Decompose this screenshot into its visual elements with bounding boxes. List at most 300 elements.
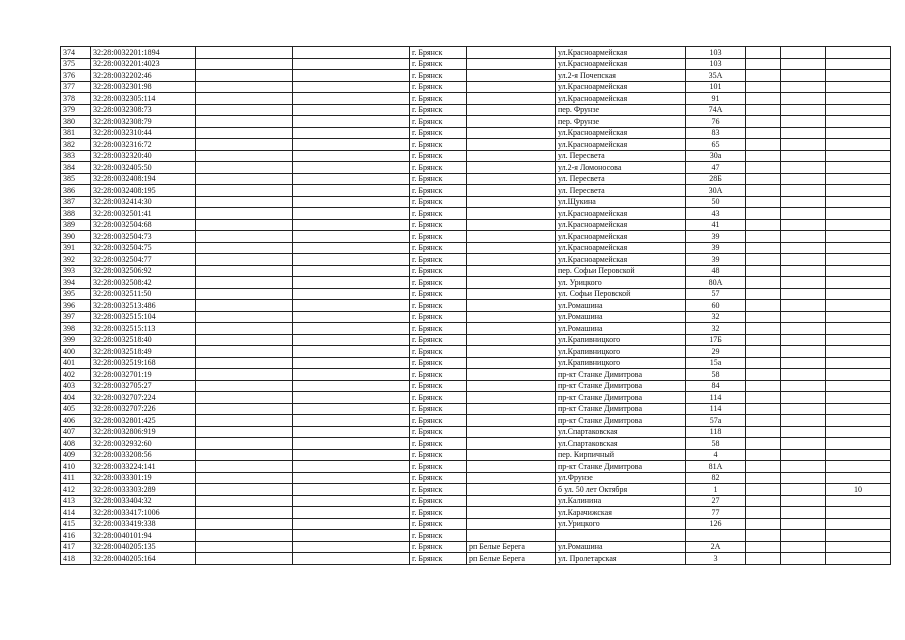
house-number-cell: 77: [686, 507, 746, 519]
row-number-cell: 378: [61, 93, 91, 105]
extra-value-cell: [826, 93, 891, 105]
empty-cell: [781, 472, 826, 484]
table-row: [61, 507, 891, 519]
empty-cell: [781, 219, 826, 231]
table-row: [61, 311, 891, 323]
row-number-cell: 402: [61, 369, 91, 381]
extra-value-cell: [826, 196, 891, 208]
empty-cell: [746, 403, 781, 415]
empty-cell: [746, 553, 781, 565]
extra-value-cell: [826, 58, 891, 70]
table-row: [61, 530, 891, 542]
empty-cell: [781, 47, 826, 59]
cadastral-number-cell: 32:28:0032310:44: [91, 127, 196, 139]
cadastral-number-cell: 32:28:0032508:42: [91, 277, 196, 289]
city-cell: г. Брянск: [410, 495, 467, 507]
empty-cell: [746, 426, 781, 438]
empty-cell: [196, 311, 293, 323]
empty-cell: [293, 541, 410, 553]
empty-cell: [196, 265, 293, 277]
house-number-cell: 48: [686, 265, 746, 277]
street-cell: ул.Красноармейская: [556, 219, 686, 231]
table-row: [61, 81, 891, 93]
locality-cell: [467, 507, 556, 519]
empty-cell: [746, 254, 781, 266]
empty-cell: [781, 541, 826, 553]
empty-cell: [781, 58, 826, 70]
row-number-cell: 406: [61, 415, 91, 427]
row-number-cell: 384: [61, 162, 91, 174]
city-cell: г. Брянск: [410, 530, 467, 542]
empty-cell: [781, 242, 826, 254]
empty-cell: [196, 472, 293, 484]
city-cell: г. Брянск: [410, 346, 467, 358]
street-cell: пр-кт Станке Димитрова: [556, 415, 686, 427]
extra-value-cell: [826, 139, 891, 151]
empty-cell: [781, 300, 826, 312]
row-number-cell: 409: [61, 449, 91, 461]
house-number-cell: 65: [686, 139, 746, 151]
city-cell: г. Брянск: [410, 403, 467, 415]
house-number-cell: 103: [686, 58, 746, 70]
table-row: [61, 265, 891, 277]
locality-cell: [467, 449, 556, 461]
row-number-cell: 375: [61, 58, 91, 70]
table-row: [61, 127, 891, 139]
empty-cell: [293, 265, 410, 277]
street-cell: ул. Пролетарская: [556, 553, 686, 565]
empty-cell: [293, 334, 410, 346]
extra-value-cell: [826, 438, 891, 450]
cadastral-number-cell: 32:28:0032701:19: [91, 369, 196, 381]
table-row: [61, 415, 891, 427]
city-cell: г. Брянск: [410, 93, 467, 105]
extra-value-cell: [826, 81, 891, 93]
city-cell: г. Брянск: [410, 231, 467, 243]
empty-cell: [746, 357, 781, 369]
house-number-cell: 58: [686, 369, 746, 381]
empty-cell: [196, 173, 293, 185]
city-cell: г. Брянск: [410, 380, 467, 392]
table-row: [61, 541, 891, 553]
empty-cell: [293, 162, 410, 174]
cadastral-number-cell: 32:28:0032202:46: [91, 70, 196, 82]
house-number-cell: 28Б: [686, 173, 746, 185]
empty-cell: [781, 484, 826, 496]
empty-cell: [781, 449, 826, 461]
empty-cell: [196, 438, 293, 450]
extra-value-cell: [826, 47, 891, 59]
row-number-cell: 388: [61, 208, 91, 220]
cadastral-number-cell: 32:28:0032501:41: [91, 208, 196, 220]
empty-cell: [293, 553, 410, 565]
locality-cell: [467, 81, 556, 93]
row-number-cell: 397: [61, 311, 91, 323]
locality-cell: [467, 58, 556, 70]
cadastral-number-cell: 32:28:0032515:113: [91, 323, 196, 335]
cadastral-number-cell: 32:28:0032513:486: [91, 300, 196, 312]
empty-cell: [196, 162, 293, 174]
extra-value-cell: [826, 311, 891, 323]
table-body: [61, 47, 891, 565]
empty-cell: [293, 254, 410, 266]
street-cell: ул. Урицкого: [556, 277, 686, 289]
empty-cell: [781, 380, 826, 392]
cadastral-number-cell: 32:28:0032408:194: [91, 173, 196, 185]
locality-cell: [467, 357, 556, 369]
empty-cell: [746, 127, 781, 139]
empty-cell: [293, 242, 410, 254]
cadastral-number-cell: 32:28:0033208:56: [91, 449, 196, 461]
empty-cell: [293, 530, 410, 542]
row-number-cell: 398: [61, 323, 91, 335]
empty-cell: [196, 507, 293, 519]
empty-cell: [781, 346, 826, 358]
empty-cell: [746, 70, 781, 82]
empty-cell: [746, 380, 781, 392]
street-cell: пр-кт Станке Димитрова: [556, 461, 686, 473]
extra-value-cell: [826, 472, 891, 484]
locality-cell: рп Белые Берега: [467, 541, 556, 553]
table-row: [61, 357, 891, 369]
house-number-cell: 84: [686, 380, 746, 392]
locality-cell: [467, 300, 556, 312]
city-cell: г. Брянск: [410, 323, 467, 335]
city-cell: г. Брянск: [410, 300, 467, 312]
table-row: [61, 116, 891, 128]
city-cell: г. Брянск: [410, 208, 467, 220]
city-cell: г. Брянск: [410, 81, 467, 93]
empty-cell: [293, 185, 410, 197]
locality-cell: [467, 150, 556, 162]
locality-cell: [467, 242, 556, 254]
cadastral-number-cell: 32:28:0032316:72: [91, 139, 196, 151]
cadastral-number-cell: 32:28:0032504:73: [91, 231, 196, 243]
table-row: [61, 70, 891, 82]
city-cell: г. Брянск: [410, 438, 467, 450]
row-number-cell: 390: [61, 231, 91, 243]
locality-cell: [467, 185, 556, 197]
house-number-cell: 27: [686, 495, 746, 507]
house-number-cell: 118: [686, 426, 746, 438]
empty-cell: [746, 334, 781, 346]
house-number-cell: 2А: [686, 541, 746, 553]
house-number-cell: 47: [686, 162, 746, 174]
empty-cell: [293, 507, 410, 519]
extra-value-cell: [826, 346, 891, 358]
empty-cell: [293, 104, 410, 116]
empty-cell: [746, 231, 781, 243]
extra-value-cell: [826, 254, 891, 266]
cadastral-number-cell: 32:28:0032201:4023: [91, 58, 196, 70]
extra-value-cell: [826, 461, 891, 473]
row-number-cell: 381: [61, 127, 91, 139]
empty-cell: [293, 311, 410, 323]
house-number-cell: 43: [686, 208, 746, 220]
empty-cell: [293, 392, 410, 404]
street-cell: ул.Красноармейская: [556, 254, 686, 266]
house-number-cell: 114: [686, 392, 746, 404]
city-cell: г. Брянск: [410, 415, 467, 427]
street-cell: ул.Спартаковская: [556, 426, 686, 438]
empty-cell: [746, 219, 781, 231]
locality-cell: [467, 288, 556, 300]
locality-cell: [467, 47, 556, 59]
empty-cell: [781, 81, 826, 93]
city-cell: г. Брянск: [410, 47, 467, 59]
extra-value-cell: [826, 507, 891, 519]
empty-cell: [781, 196, 826, 208]
city-cell: г. Брянск: [410, 426, 467, 438]
locality-cell: [467, 277, 556, 289]
row-number-cell: 394: [61, 277, 91, 289]
empty-cell: [293, 300, 410, 312]
table-row: [61, 47, 891, 59]
table-row: [61, 495, 891, 507]
extra-value-cell: [826, 300, 891, 312]
street-cell: ул.Красноармейская: [556, 242, 686, 254]
row-number-cell: 413: [61, 495, 91, 507]
street-cell: ул.Карачижская: [556, 507, 686, 519]
extra-value-cell: [826, 185, 891, 197]
cadastral-number-cell: 32:28:0032504:75: [91, 242, 196, 254]
row-number-cell: 380: [61, 116, 91, 128]
empty-cell: [196, 518, 293, 530]
table-row: [61, 139, 891, 151]
empty-cell: [196, 242, 293, 254]
empty-cell: [196, 426, 293, 438]
empty-cell: [196, 323, 293, 335]
empty-cell: [746, 47, 781, 59]
cadastral-number-cell: 32:28:0032320:40: [91, 150, 196, 162]
row-number-cell: 416: [61, 530, 91, 542]
street-cell: ул.Фрунзе: [556, 472, 686, 484]
locality-cell: [467, 334, 556, 346]
house-number-cell: 80А: [686, 277, 746, 289]
empty-cell: [746, 288, 781, 300]
house-number-cell: 17Б: [686, 334, 746, 346]
city-cell: г. Брянск: [410, 369, 467, 381]
extra-value-cell: [826, 403, 891, 415]
row-number-cell: 386: [61, 185, 91, 197]
empty-cell: [746, 173, 781, 185]
cadastral-number-cell: 32:28:0032301:98: [91, 81, 196, 93]
street-cell: ул.Ромашина: [556, 323, 686, 335]
empty-cell: [293, 47, 410, 59]
empty-cell: [746, 518, 781, 530]
locality-cell: [467, 484, 556, 496]
empty-cell: [196, 484, 293, 496]
cadastral-number-cell: 32:28:0033224:141: [91, 461, 196, 473]
table-row: [61, 380, 891, 392]
city-cell: г. Брянск: [410, 392, 467, 404]
empty-cell: [293, 323, 410, 335]
empty-cell: [746, 300, 781, 312]
empty-cell: [746, 484, 781, 496]
cadastral-number-cell: 32:28:0032707:226: [91, 403, 196, 415]
street-cell: ул.Красноармейская: [556, 139, 686, 151]
cadastral-number-cell: 32:28:0032515:104: [91, 311, 196, 323]
locality-cell: [467, 380, 556, 392]
extra-value-cell: [826, 357, 891, 369]
street-cell: ул. Пересвета: [556, 150, 686, 162]
table-row: [61, 346, 891, 358]
empty-cell: [196, 300, 293, 312]
table-row: [61, 518, 891, 530]
city-cell: г. Брянск: [410, 139, 467, 151]
table-row: [61, 173, 891, 185]
house-number-cell: 29: [686, 346, 746, 358]
table-row: [61, 461, 891, 473]
table-row: [61, 242, 891, 254]
city-cell: г. Брянск: [410, 196, 467, 208]
table-row: [61, 254, 891, 266]
extra-value-cell: [826, 219, 891, 231]
table-row: [61, 426, 891, 438]
empty-cell: [293, 127, 410, 139]
empty-cell: [746, 185, 781, 197]
city-cell: г. Брянск: [410, 334, 467, 346]
empty-cell: [196, 231, 293, 243]
row-number-cell: 410: [61, 461, 91, 473]
cadastral-number-cell: 32:28:0032308:73: [91, 104, 196, 116]
empty-cell: [781, 426, 826, 438]
city-cell: г. Брянск: [410, 461, 467, 473]
table-row: [61, 300, 891, 312]
row-number-cell: 414: [61, 507, 91, 519]
city-cell: г. Брянск: [410, 173, 467, 185]
row-number-cell: 399: [61, 334, 91, 346]
house-number-cell: 126: [686, 518, 746, 530]
street-cell: ул. Пересвета: [556, 173, 686, 185]
street-cell: ул.Красноармейская: [556, 208, 686, 220]
locality-cell: [467, 219, 556, 231]
empty-cell: [293, 150, 410, 162]
empty-cell: [293, 461, 410, 473]
house-number-cell: 30А: [686, 185, 746, 197]
city-cell: г. Брянск: [410, 150, 467, 162]
empty-cell: [196, 196, 293, 208]
empty-cell: [196, 139, 293, 151]
empty-cell: [781, 185, 826, 197]
house-number-cell: 82: [686, 472, 746, 484]
empty-cell: [781, 139, 826, 151]
empty-cell: [196, 334, 293, 346]
empty-cell: [781, 518, 826, 530]
empty-cell: [293, 173, 410, 185]
table-row: [61, 553, 891, 565]
locality-cell: [467, 127, 556, 139]
empty-cell: [746, 208, 781, 220]
house-number-cell: 83: [686, 127, 746, 139]
house-number-cell: 4: [686, 449, 746, 461]
row-number-cell: 404: [61, 392, 91, 404]
empty-cell: [293, 288, 410, 300]
table-row: [61, 231, 891, 243]
locality-cell: [467, 461, 556, 473]
empty-cell: [293, 449, 410, 461]
locality-cell: [467, 139, 556, 151]
cadastral-number-cell: 32:28:0032932:60: [91, 438, 196, 450]
cadastral-number-cell: 32:28:0033419:338: [91, 518, 196, 530]
street-cell: ул.Красноармейская: [556, 93, 686, 105]
empty-cell: [781, 438, 826, 450]
extra-value-cell: [826, 553, 891, 565]
extra-value-cell: 10: [826, 484, 891, 496]
house-number-cell: 15а: [686, 357, 746, 369]
empty-cell: [781, 369, 826, 381]
locality-cell: [467, 70, 556, 82]
empty-cell: [196, 150, 293, 162]
extra-value-cell: [826, 208, 891, 220]
table-row: [61, 369, 891, 381]
empty-cell: [196, 357, 293, 369]
extra-value-cell: [826, 426, 891, 438]
empty-cell: [293, 70, 410, 82]
empty-cell: [746, 438, 781, 450]
extra-value-cell: [826, 70, 891, 82]
empty-cell: [196, 185, 293, 197]
empty-cell: [781, 334, 826, 346]
row-number-cell: 389: [61, 219, 91, 231]
empty-cell: [196, 495, 293, 507]
empty-cell: [746, 277, 781, 289]
extra-value-cell: [826, 495, 891, 507]
empty-cell: [781, 311, 826, 323]
empty-cell: [293, 196, 410, 208]
street-cell: ул.Крапивницкого: [556, 346, 686, 358]
empty-cell: [293, 116, 410, 128]
empty-cell: [293, 277, 410, 289]
empty-cell: [781, 288, 826, 300]
table-row: [61, 104, 891, 116]
street-cell: ул.Крапивницкого: [556, 357, 686, 369]
empty-cell: [746, 81, 781, 93]
row-number-cell: 387: [61, 196, 91, 208]
empty-cell: [293, 403, 410, 415]
empty-cell: [293, 369, 410, 381]
locality-cell: [467, 518, 556, 530]
city-cell: г. Брянск: [410, 116, 467, 128]
empty-cell: [781, 104, 826, 116]
street-cell: б ул. 50 лет Октября: [556, 484, 686, 496]
empty-cell: [196, 288, 293, 300]
empty-cell: [746, 449, 781, 461]
empty-cell: [746, 495, 781, 507]
city-cell: г. Брянск: [410, 254, 467, 266]
city-cell: г. Брянск: [410, 484, 467, 496]
table-row: [61, 196, 891, 208]
table-row: [61, 449, 891, 461]
house-number-cell: 81А: [686, 461, 746, 473]
table-row: [61, 185, 891, 197]
empty-cell: [196, 277, 293, 289]
cadastral-number-cell: 32:28:0032506:92: [91, 265, 196, 277]
row-number-cell: 393: [61, 265, 91, 277]
street-cell: ул.Щукина: [556, 196, 686, 208]
row-number-cell: 391: [61, 242, 91, 254]
row-number-cell: 403: [61, 380, 91, 392]
table-row: [61, 150, 891, 162]
empty-cell: [293, 58, 410, 70]
street-cell: ул.2-я Почепская: [556, 70, 686, 82]
street-cell: ул.Ромашина: [556, 300, 686, 312]
house-number-cell: 76: [686, 116, 746, 128]
cadastral-number-cell: 32:28:0032801:425: [91, 415, 196, 427]
empty-cell: [781, 231, 826, 243]
locality-cell: [467, 265, 556, 277]
city-cell: г. Брянск: [410, 70, 467, 82]
